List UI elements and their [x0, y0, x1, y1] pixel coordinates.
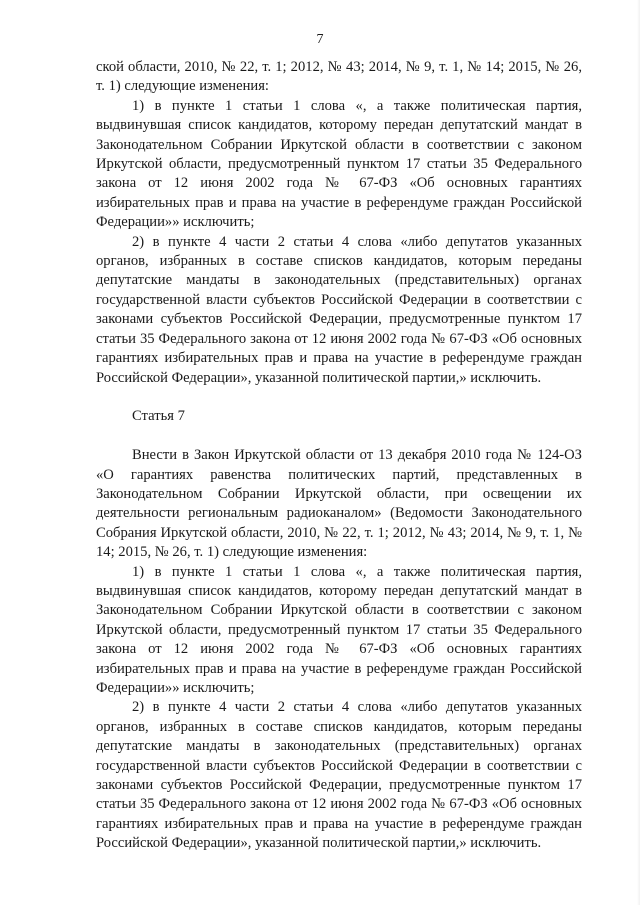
- document-body: [96, 58, 582, 854]
- article-intro-paragraph: Внести в Закон Иркутской области от 13 декабря 2010 года № 124-ОЗ «О гарантиях равенства политических партий, представленных в Законодательном Собрании Иркутской области, при освещении их деятельности региональным радиоканалом» (Ведомости Законодательного Собрания Иркутской области, 2010, № 22, т. 1; 2012, № 43; 2014, № 9, т. 1, № 14; 2015, № 26, т. 1) следующие изменения:: [96, 447, 582, 561]
- page-number: 7: [316, 32, 324, 47]
- spacer: [96, 388, 582, 407]
- spacer: [96, 427, 582, 446]
- amendment-item-2: 2) в пункте 4 части 2 статьи 4 слова «либо депутатов указанных органов, избранных в составе списков кандидатов, которым переданы депутатские мандаты в законодательных (представительных) органах государственной власти субъектов Российской Федерации в соответствии с законами субъектов Российской Федерации, предусмотренные пунктом 17 статьи 35 Федерального закона от 12 июня 2002 года № 67-ФЗ «Об основных гарантиях избирательных прав и права на участие в референдуме граждан Российской Федерации», указанной политической партии,» исключить.: [96, 233, 582, 386]
- article-heading: Статья 7: [132, 408, 185, 425]
- amendment-item-1: 1) в пункте 1 статьи 1 слова «, а также политическая партия, выдвинувшая список кандидатов, которому передан депутатский мандат в Законодательном Собрании Иркутской области в соответствии с законом Иркутской области, предусмотренный пунктом 17 статьи 35 Федерального закона от 12 июня 2002 года № 67-ФЗ «Об основных гарантиях избирательных прав и права на участие в референдуме граждан Российской Федерации»» исключить;: [96, 97, 582, 231]
- amendment-item-1: 1) в пункте 1 статьи 1 слова «, а также политическая партия, выдвинувшая список кандидатов, которому передан депутатский мандат в Законодательном Собрании Иркутской области в соответствии с законом Иркутской области, предусмотренный пунктом 17 статьи 35 Федерального закона от 12 июня 2002 года № 67-ФЗ «Об основных гарантиях избирательных прав и права на участие в референдуме граждан Российской Федерации»» исключить;: [96, 563, 582, 696]
- amendment-item-2: 2) в пункте 4 части 2 статьи 4 слова «либо депутатов указанных органов, избранных в составе списков кандидатов, которым переданы депутатские мандаты в законодательных (представительных) органах государственной власти субъектов Российской Федерации в соответствии с законами субъектов Российской Федерации, предусмотренные пунктом 17 статьи 35 Федерального закона от 12 июня 2002 года № 67-ФЗ «Об основных гарантиях избирательных прав и права на участие в референдуме граждан Российской Федерации», указанной политической партии,» исключить.: [96, 699, 582, 852]
- continuation-paragraph: ской области, 2010, № 22, т. 1; 2012, № 43; 2014, № 9, т. 1, № 14; 2015, № 26, т. 1) следующие изменения:: [96, 59, 582, 95]
